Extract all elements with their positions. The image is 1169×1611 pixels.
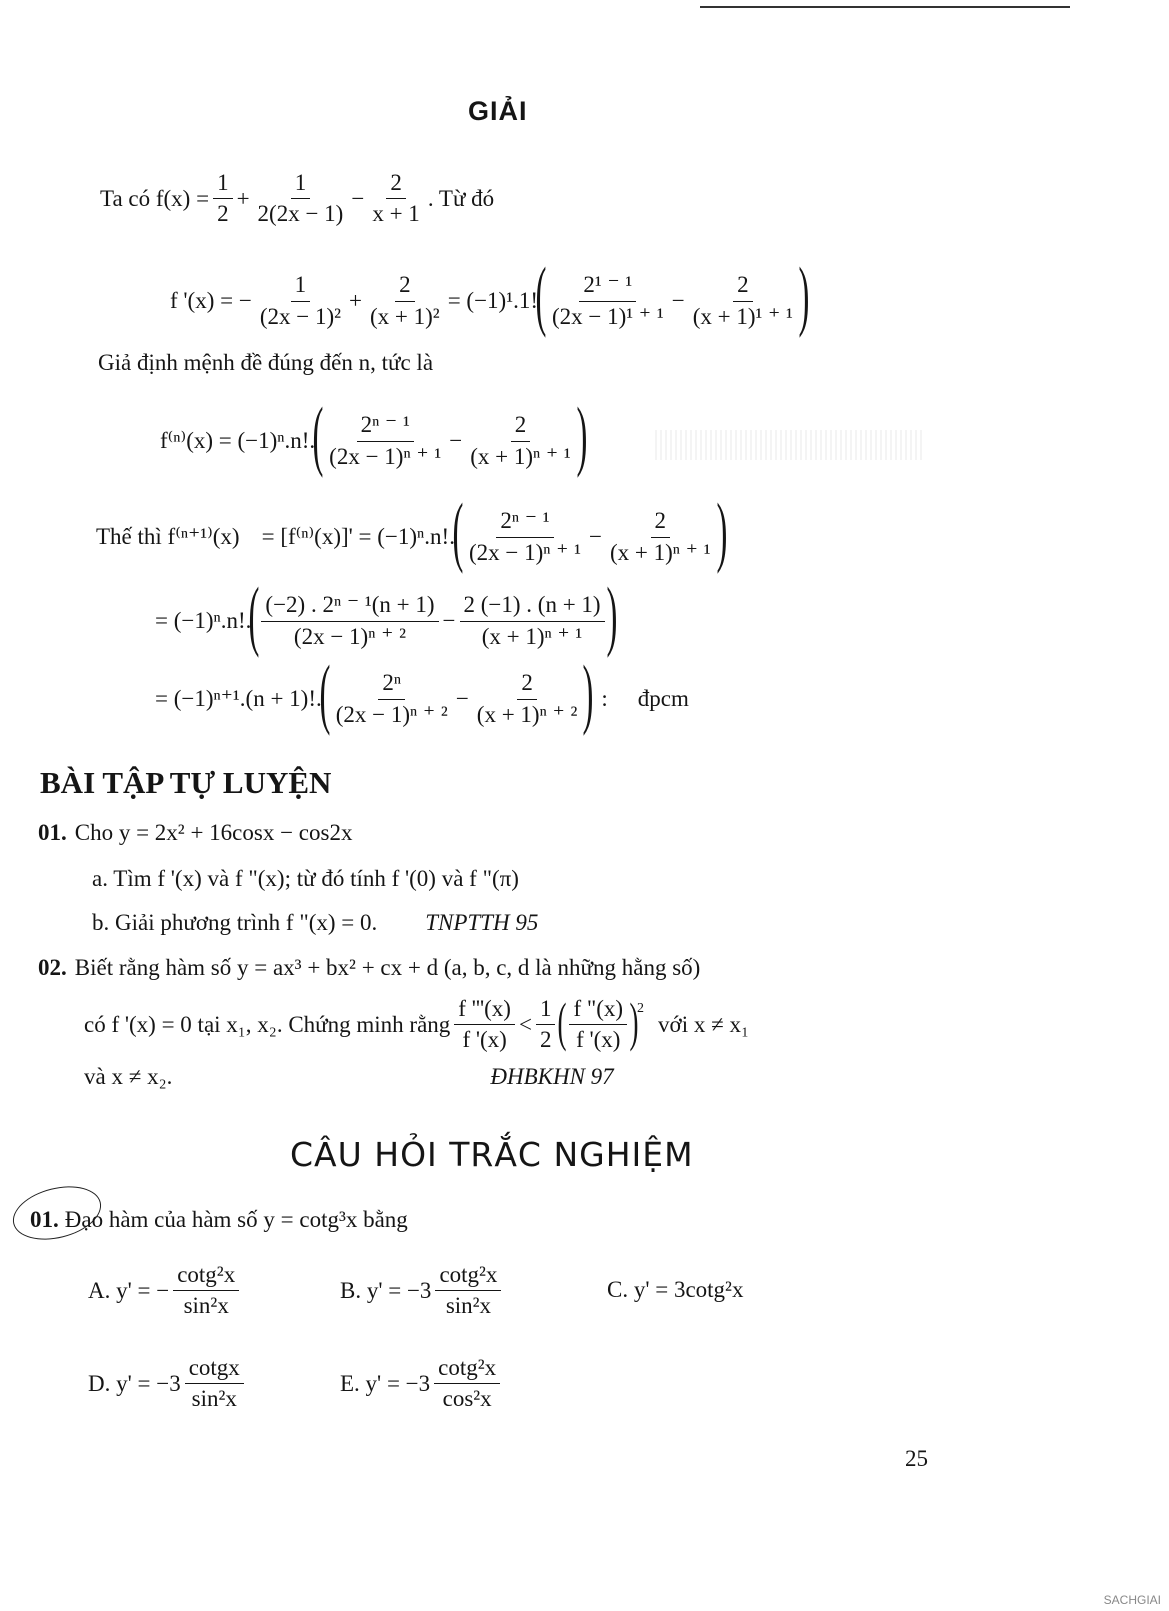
fraction: $\frac{\text{cotg²x}}{\text{sin²x}}$ (435, 1262, 501, 1320)
fraction: $\frac{2}{\text{(x + 1)ⁿ ⁺ ¹}}$ (470, 412, 571, 469)
exercise-1: 01. Cho y = 2x² + 16cosx − cos2x (38, 820, 353, 845)
fraction: $\frac{2}{x + 1}$ (372, 170, 420, 227)
left-paren: ( (319, 649, 331, 736)
fraction: $\frac{1}{2}$ (536, 996, 556, 1054)
fraction: $\frac{\text{cotg²x}}{\text{cos²x}}$ (434, 1355, 500, 1413)
left-paren: ( (248, 571, 260, 658)
solution-line-7: = (−1)ⁿ⁺¹.(n + 1)!. ( $\frac{\text{2ⁿ}}{\text{(2x − 1)ⁿ ⁺ ²}}$ − $\frac{2}{\text{(x + 1)ⁿ ⁺ ²}}$ ) : đpcm (155, 649, 689, 736)
fraction: $\frac{\text{cotg²x}}{\text{sin²x}}$ (173, 1262, 239, 1320)
solution-line-2: f '(x) = − $\frac{1}{\text{(2x − 1)²}}$ + $\frac{2}{\text{(x + 1)²}}$ = (−1)¹.1! ( $\frac{\text{2¹ ⁻ ¹}}{\text{(2x − 1)¹ ⁺ ¹}}$ − $\frac{2}{\text{(x + 1)¹ ⁺ ¹}}$ ) (170, 251, 810, 338)
fraction: $\frac{f '''(x)}{f '(x)}$ (454, 996, 515, 1054)
exercise-1b: b. Giải phương trình f "(x) = 0. TNPTTH 95 (92, 910, 539, 935)
scan-smudge (655, 430, 925, 460)
left-paren: ( (452, 487, 464, 574)
exercise-2: 02. Biết rằng hàm số y = ax³ + bx² + cx + d (a, b, c, d là những hằng số) (38, 955, 701, 980)
heading-solution: GIẢI (468, 96, 528, 126)
option-b[interactable]: B. y' = −3 $\frac{\text{cotg²x}}{\text{sin²x}}$ (340, 1262, 505, 1320)
right-paren: ) (576, 391, 588, 478)
exercise-1a: a. Tìm f '(x) và f "(x); từ đó tính f '(0) và f "(π) (92, 866, 519, 891)
right-paren: ) (629, 991, 639, 1052)
fraction: $\frac{2}{\text{(x + 1)¹ ⁺ ¹}}$ (692, 272, 793, 329)
left-paren: ( (535, 251, 547, 338)
option-a[interactable]: A. y' = − $\frac{\text{cotg²x}}{\text{sin²x}}$ (88, 1262, 243, 1320)
right-paren: ) (582, 649, 594, 736)
right-paren: ) (606, 571, 618, 658)
left-paren: ( (312, 391, 324, 478)
heading-exercises: BÀI TẬP TỰ LUYỆN (40, 765, 332, 800)
fraction: $\frac{\text{2ⁿ ⁻ ¹}}{\text{(2x − 1)ⁿ ⁺ ¹}}$ (468, 508, 582, 565)
fraction: $\frac{\text{2¹ ⁻ ¹}}{\text{(2x − 1)¹ ⁺ ¹}}$ (552, 272, 664, 329)
quiz-question-1: 01. Đạo hàm của hàm số y = cotg³x bằng (30, 1207, 408, 1232)
solution-line-4: f⁽ⁿ⁾(x) = (−1)ⁿ.n!. ( $\frac{\text{2ⁿ ⁻ ¹}}{\text{(2x − 1)ⁿ ⁺ ¹}}$ − $\frac{2}{\text{(x + 1)ⁿ ⁺ ¹}}$ ) (160, 391, 588, 478)
fraction: $\frac{2 (-1) . (n + 1)}{\text{(x + 1)ⁿ ⁺ ¹}}$ (460, 592, 605, 650)
solution-line-6: = (−1)ⁿ.n!. ( $\frac{\text{(−2) . 2ⁿ ⁻ ¹(n + 1)}}{\text{(2x − 1)ⁿ ⁺ ²}}$ − $\frac{2 (-1) . (n + 1)}{\text{(x + 1)ⁿ ⁺ ¹}}$ ) (155, 571, 618, 658)
fraction: $\frac{2}{\text{(x + 1)ⁿ ⁺ ²}}$ (476, 670, 578, 727)
heading-quiz: CÂU HỎI TRẮC NGHIỆM (290, 1135, 694, 1174)
fraction: $\frac{1}{2}$ (213, 170, 233, 228)
right-paren: ) (716, 487, 728, 574)
left-paren: ( (557, 991, 567, 1052)
solution-line-5: Thế thì f⁽ⁿ⁺¹⁾(x) = [f⁽ⁿ⁾(x)]' = (−1)ⁿ.n!. ( $\frac{\text{2ⁿ ⁻ ¹}}{\text{(2x − 1)ⁿ ⁺ ¹}}$ − $\frac{2}{\text{(x + 1)ⁿ ⁺ ¹}}$ ) (96, 487, 728, 574)
fraction: $\frac{\text{2ⁿ ⁻ ¹}}{\text{(2x − 1)ⁿ ⁺ ¹}}$ (329, 412, 442, 469)
fraction: $\frac{f "(x)}{f '(x)}$ (569, 996, 627, 1054)
fraction: $\frac{\text{2ⁿ}}{\text{(2x − 1)ⁿ ⁺ ²}}$ (335, 670, 448, 727)
option-e[interactable]: E. y' = −3 $\frac{\text{cotg²x}}{\text{cos²x}}$ (340, 1355, 504, 1413)
fraction: $\frac{1}{\text{(2x − 1)²}}$ (259, 272, 342, 329)
exercise-2-line-2: có f '(x) = 0 tại x₁, x₂. Chứng minh rằng $\frac{f '''(x)}{f '(x)}$ < $\frac{1}{2}$ ( $\frac{f "(x)}{f '(x)}$ ) $^2$ với x ≠ x₁ (84, 991, 749, 1053)
fraction: $\frac{\text{(−2) . 2ⁿ ⁻ ¹(n + 1)}}{\text{(2x − 1)ⁿ ⁺ ²}}$ (261, 592, 438, 650)
solution-line-3: Giả định mệnh đề đúng đến n, tức là (98, 350, 434, 375)
exercise-2-line-3: và x ≠ x₂. ĐHBKHN 97 (84, 1064, 614, 1089)
top-rule (700, 6, 1070, 8)
fraction: $\frac{2}{\text{(x + 1)²}}$ (370, 272, 440, 329)
fraction: $\frac{\text{cotgx}}{\text{sin²x}}$ (185, 1355, 244, 1413)
watermark: SACHGIAI (1103, 1593, 1161, 1607)
right-paren: ) (798, 251, 810, 338)
fraction: $\frac{2}{\text{(x + 1)ⁿ ⁺ ¹}}$ (610, 508, 711, 565)
solution-line-1: Ta có f(x) = $\frac{1}{2}$ + $\frac{1}{2(2x - 1)}$ − $\frac{2}{x + 1}$ . Từ đó (100, 170, 495, 227)
page-number: 25 (905, 1446, 928, 1471)
option-c[interactable]: C. y' = 3cotg²x (607, 1277, 744, 1302)
option-d[interactable]: D. y' = −3 $\frac{\text{cotgx}}{\text{sin²x}}$ (88, 1355, 248, 1413)
fraction: $\frac{1}{2(2x - 1)}$ (257, 170, 344, 227)
